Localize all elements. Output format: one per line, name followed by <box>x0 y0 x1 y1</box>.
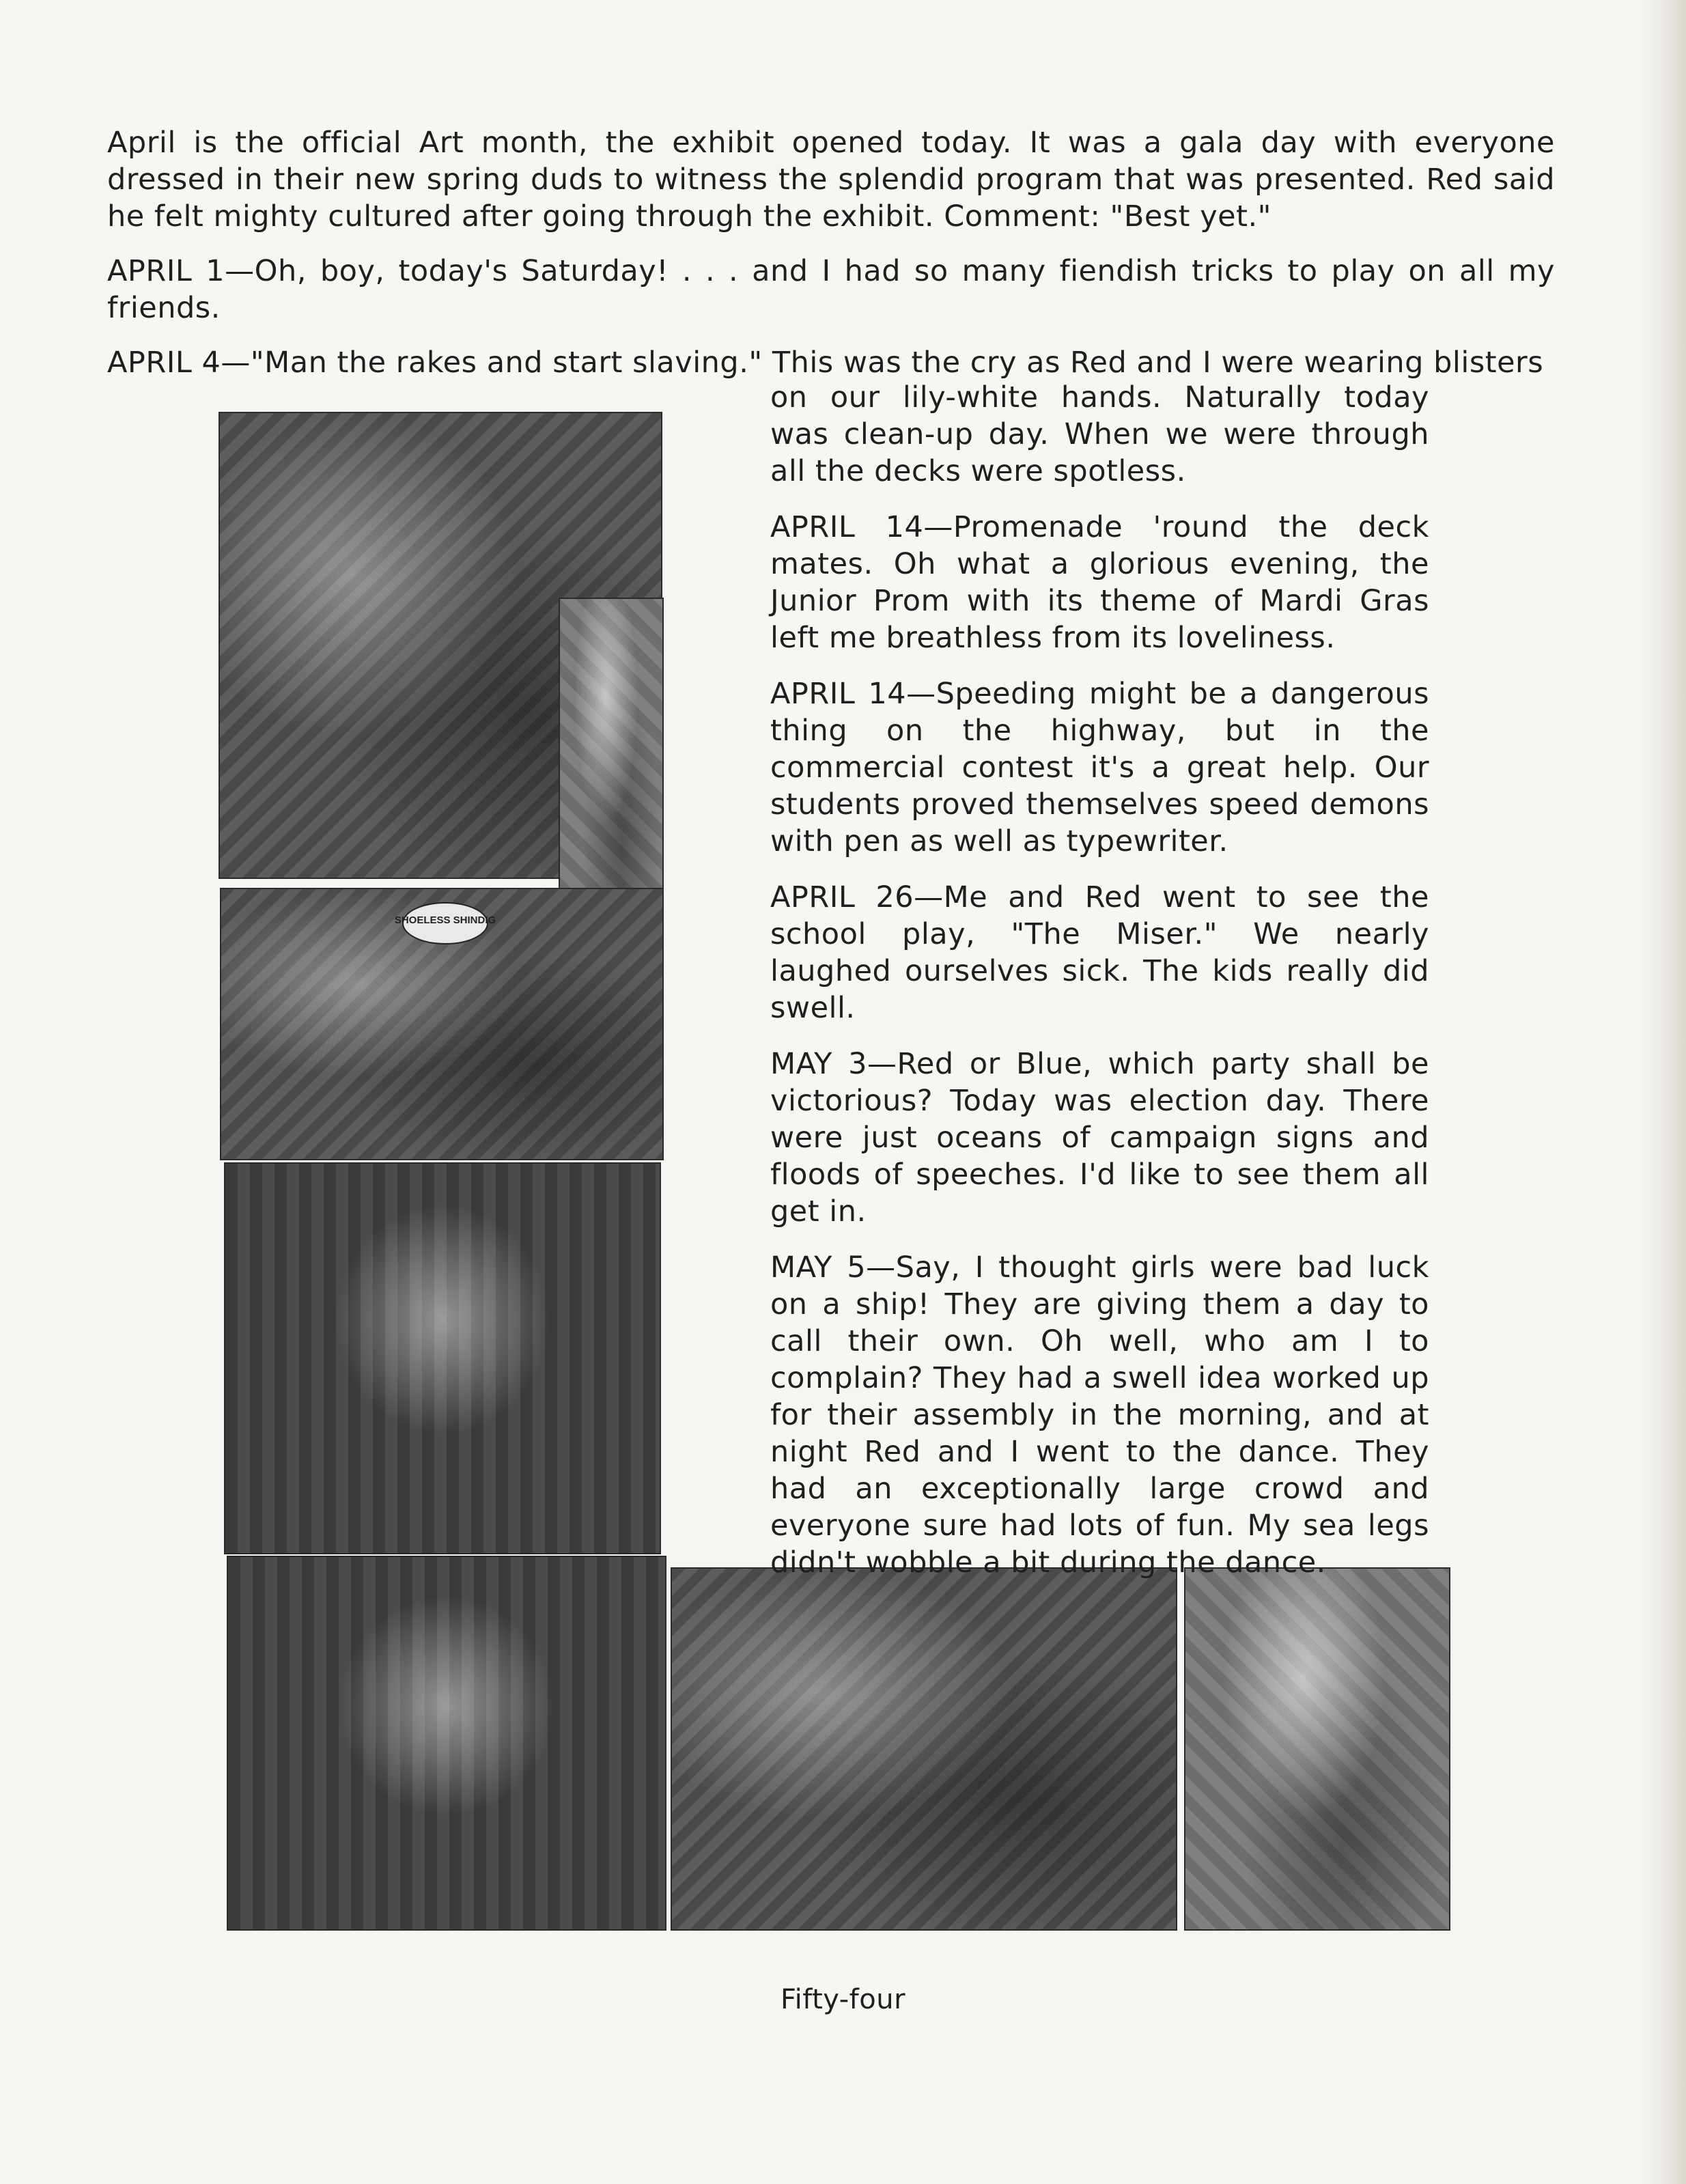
art-month-paragraph: April is the official Art month, the exhibit opened today. It was a gala day with everyone dressed in their new spring duds to witness the splendid program that was presented. Red said he felt mighty cultured after going through the exhibit. Comment: "Best yet." <box>107 126 1555 234</box>
may-3-election-entry: MAY 3—Red or Blue, which party shall be victorious? Today was election day. There were just oceans of campaign signs and floods of speeches. I'd like to see them all get in. <box>770 1047 1429 1229</box>
april-4-entry-cont: on our lily-white hands. Naturally today was clean-up day. When we were through all the decks were spotless. <box>770 380 1429 488</box>
mardi-gras-costume-photo <box>559 598 664 925</box>
may-5-girls-day-entry: MAY 5—Say, I thought girls were bad luck on a ship! They are giving them a day to call their own. Oh well, who am I to complain? They had a swell idea worked up for their assembly in the morning, and at night Red and I went to the dance. They had an exceptionally large crowd and everyone sure had lots of fun. My sea legs didn't wobble a bit during the dance. <box>770 1250 1429 1580</box>
page-number: Fifty-four <box>780 1984 906 2015</box>
the-miser-scene-photo <box>1184 1567 1450 1931</box>
page-spine-shadow <box>1638 0 1686 2184</box>
shindig-sign <box>221 889 662 1159</box>
april-14-contest-entry: APRIL 14—Speeding might be a dangerous thing on the highway, but in the commercial contest it's a great help. Our students proved themselves speed demons with pen as well as typewriter. <box>770 677 1429 858</box>
april-1-entry: APRIL 1—Oh, boy, today's Saturday! . . . and I had so many fiendish tricks to play on all my friends. <box>107 254 1555 325</box>
intro-text <box>107 124 1555 381</box>
diary-entries-column <box>770 379 1429 1600</box>
april-14-prom-entry: APRIL 14—Promenade 'round the deck mates. Oh what a glorious evening, the Junior Prom with its theme of Mardi Gras left me breathless from its loveliness. <box>770 510 1429 655</box>
dance-crowd-photo <box>224 1162 661 1554</box>
shoeless-shindig-photo <box>220 888 664 1160</box>
april-26-play-entry: APRIL 26—Me and Red went to see the school play, "The Miser." We nearly laughed ourselves sick. The kids really did swell. <box>770 880 1429 1025</box>
shindig-sign-text: SHOELESS SHINDIG <box>394 914 496 926</box>
april-4-entry-start: APRIL 4—"Man the rakes and start slaving." This was the cry as Red and I were wearing blisters <box>107 346 1544 380</box>
school-play-cast-photo <box>671 1567 1177 1931</box>
junior-prom-portrait-photo <box>227 1556 666 1931</box>
